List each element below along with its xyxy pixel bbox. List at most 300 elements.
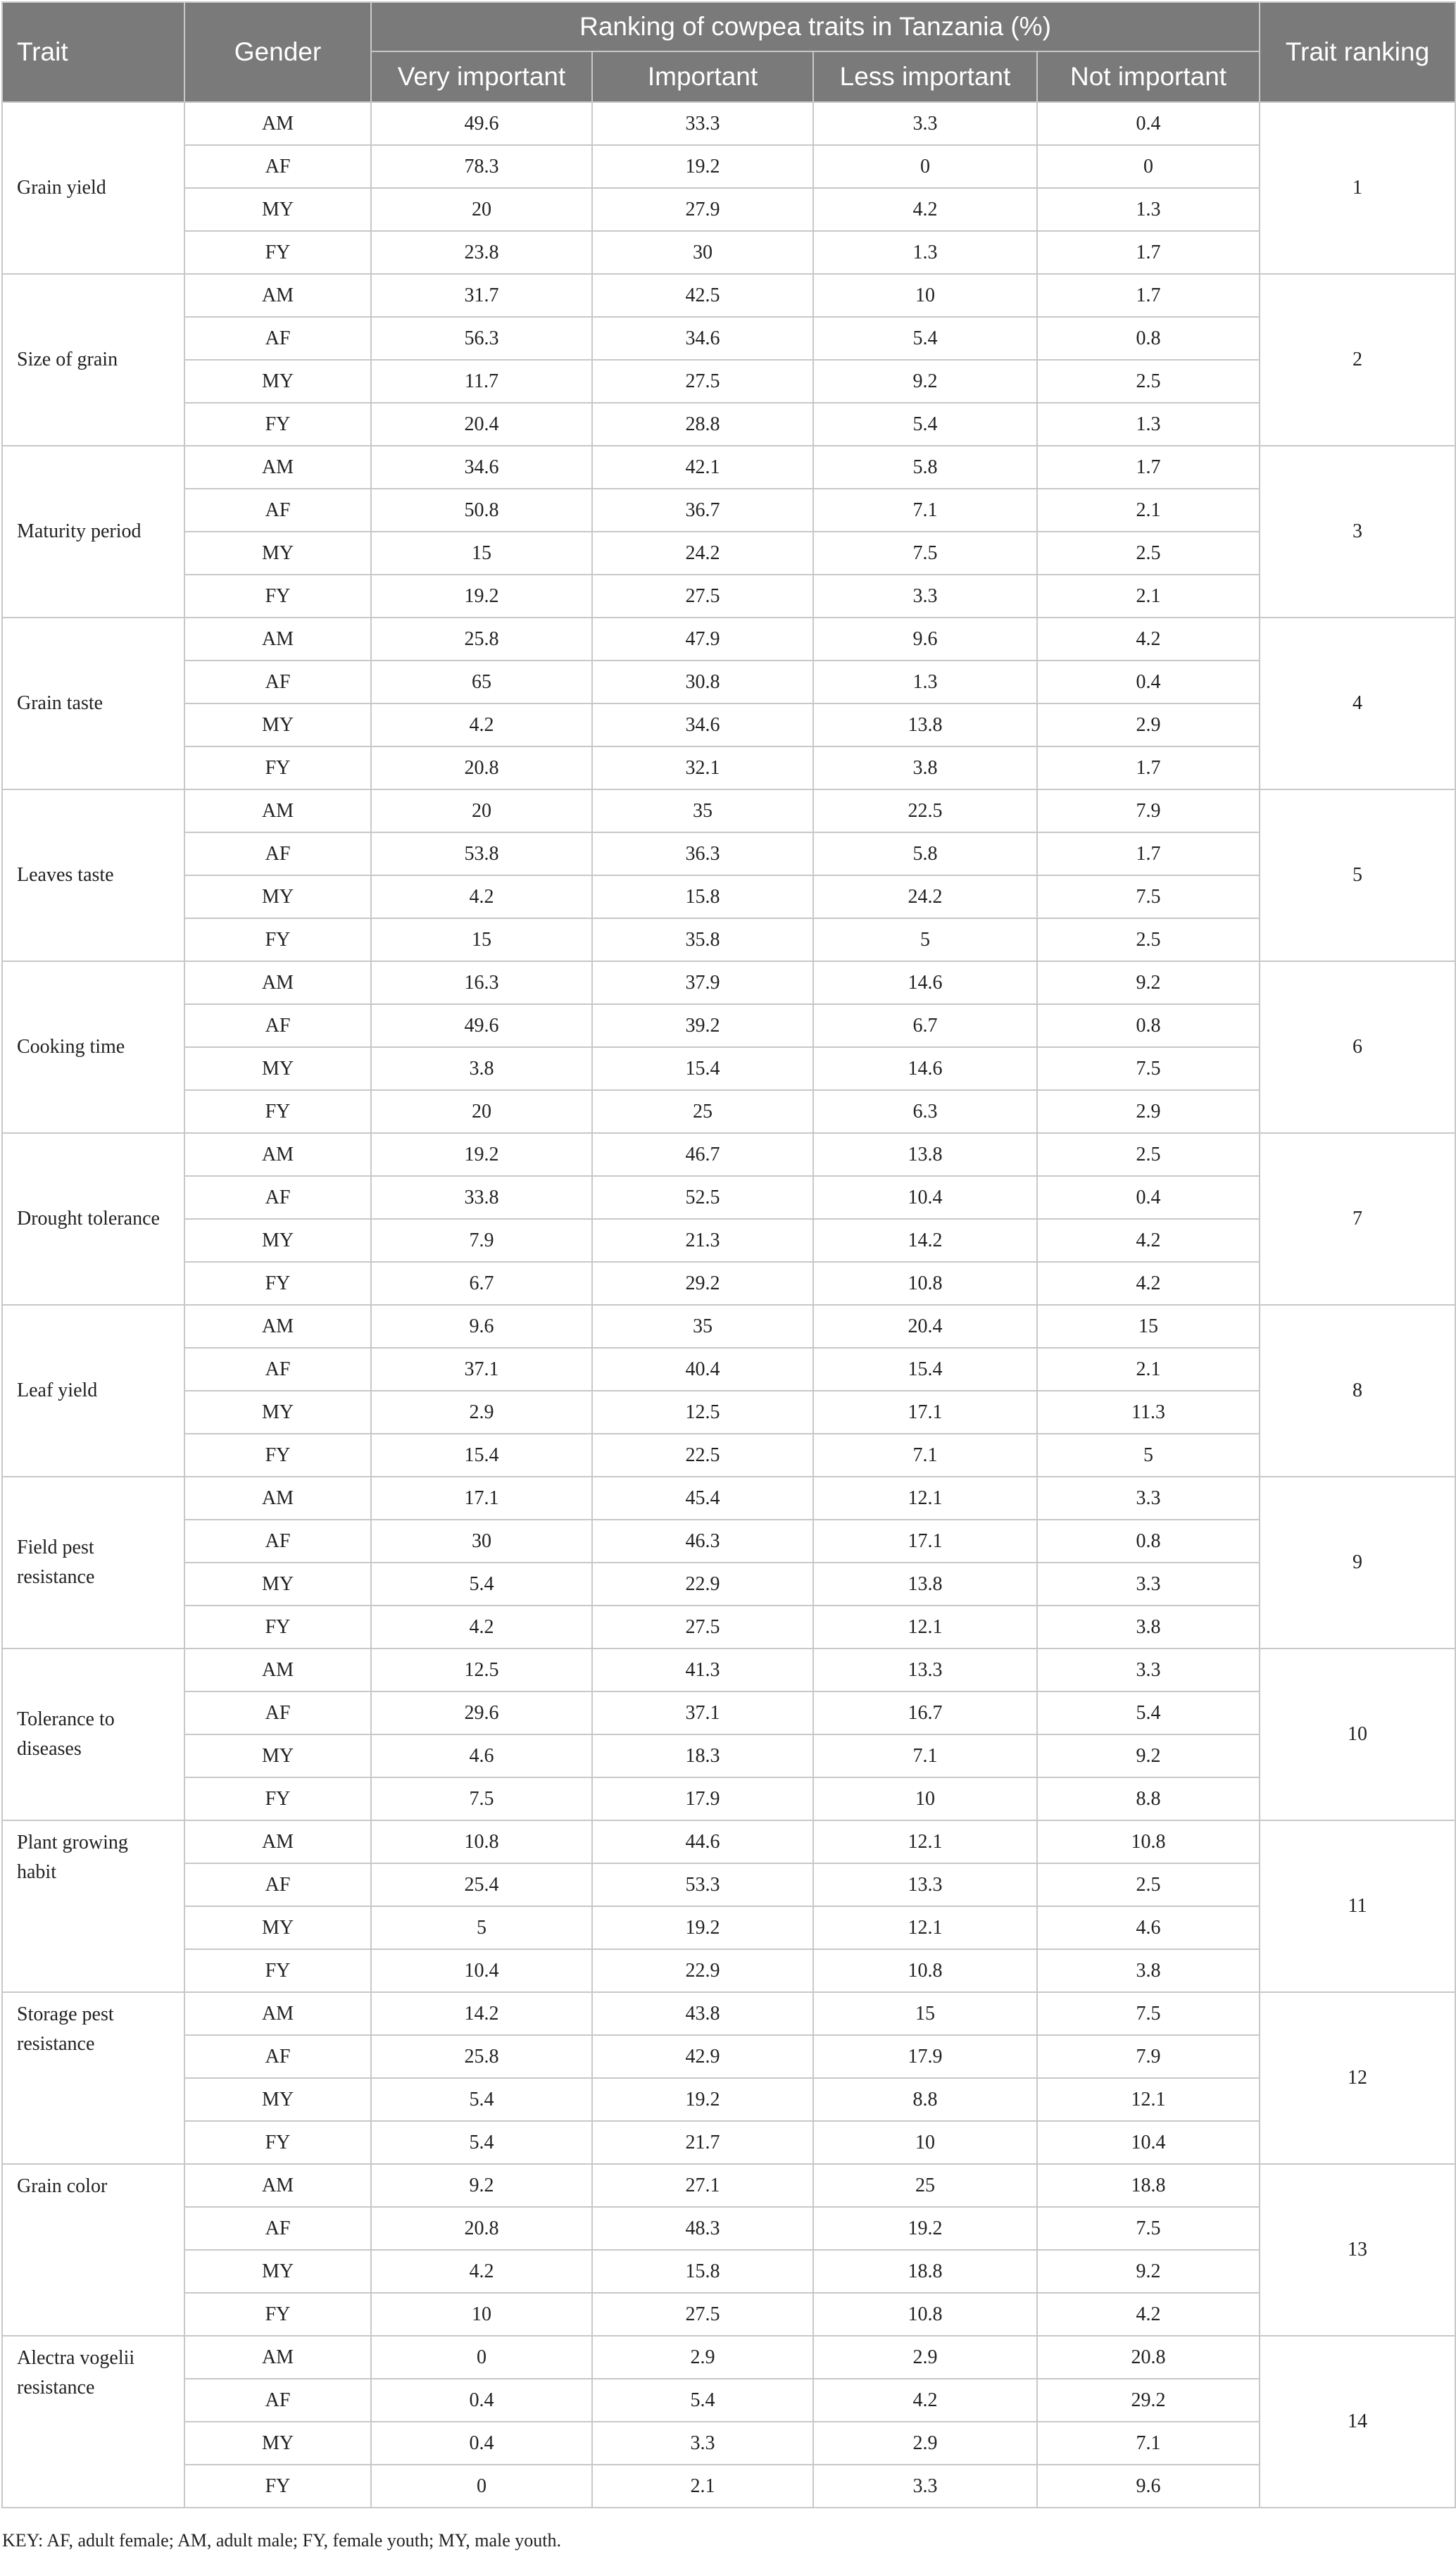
gender-cell: AM [184, 446, 371, 489]
table-row [2, 2379, 1455, 2422]
trait-name-cell: Leaf yield [2, 1305, 184, 1477]
gender-cell: MY [184, 1734, 371, 1777]
very-important-cell: 20.8 [371, 2207, 592, 2250]
important-cell: 30 [592, 231, 813, 274]
less-important-cell: 12.1 [813, 1820, 1037, 1863]
very-important-cell: 19.2 [371, 1133, 592, 1176]
less-important-cell: 10.8 [813, 2293, 1037, 2336]
not-important-cell: 3.3 [1037, 1563, 1260, 1606]
very-important-cell: 23.8 [371, 231, 592, 274]
header-important: Important [592, 51, 813, 102]
less-important-cell: 19.2 [813, 2207, 1037, 2250]
not-important-cell: 20.8 [1037, 2336, 1260, 2379]
gender-cell: MY [184, 360, 371, 403]
less-important-cell: 0 [813, 145, 1037, 188]
very-important-cell: 7.9 [371, 1219, 592, 1262]
table-row [2, 188, 1455, 231]
important-cell: 5.4 [592, 2379, 813, 2422]
important-cell: 15.4 [592, 1047, 813, 1090]
important-cell: 22.5 [592, 1434, 813, 1477]
important-cell: 12.5 [592, 1391, 813, 1434]
less-important-cell: 5.8 [813, 832, 1037, 875]
table-row [2, 1262, 1455, 1305]
gender-cell: AM [184, 2164, 371, 2207]
trait-ranking-cell: 14 [1260, 2336, 1455, 2508]
table-row [2, 918, 1455, 961]
not-important-cell: 0.4 [1037, 102, 1260, 145]
gender-cell: AM [184, 1820, 371, 1863]
important-cell: 21.3 [592, 1219, 813, 1262]
important-cell: 46.3 [592, 1520, 813, 1563]
very-important-cell: 15 [371, 918, 592, 961]
very-important-cell: 10 [371, 2293, 592, 2336]
gender-cell: FY [184, 575, 371, 618]
table-row [2, 1820, 1455, 1863]
important-cell: 3.3 [592, 2422, 813, 2465]
important-cell: 33.3 [592, 102, 813, 145]
table-row [2, 2250, 1455, 2293]
less-important-cell: 20.4 [813, 1305, 1037, 1348]
very-important-cell: 25.8 [371, 2035, 592, 2078]
important-cell: 19.2 [592, 2078, 813, 2121]
less-important-cell: 14.6 [813, 961, 1037, 1004]
important-cell: 22.9 [592, 1563, 813, 1606]
less-important-cell: 6.3 [813, 1090, 1037, 1133]
important-cell: 27.5 [592, 1606, 813, 1649]
very-important-cell: 3.8 [371, 1047, 592, 1090]
table-row [2, 832, 1455, 875]
table-row [2, 618, 1455, 661]
not-important-cell: 0.4 [1037, 1176, 1260, 1219]
very-important-cell: 20.4 [371, 403, 592, 446]
not-important-cell: 12.1 [1037, 2078, 1260, 2121]
very-important-cell: 0.4 [371, 2422, 592, 2465]
table-header [2, 2, 1455, 102]
very-important-cell: 25.8 [371, 618, 592, 661]
very-important-cell: 25.4 [371, 1863, 592, 1906]
table-row [2, 360, 1455, 403]
less-important-cell: 10.4 [813, 1176, 1037, 1219]
very-important-cell: 49.6 [371, 102, 592, 145]
trait-ranking-cell: 3 [1260, 446, 1455, 618]
header-gender: Gender [184, 2, 371, 102]
not-important-cell: 2.5 [1037, 918, 1260, 961]
important-cell: 29.2 [592, 1262, 813, 1305]
less-important-cell: 13.3 [813, 1863, 1037, 1906]
gender-cell: FY [184, 746, 371, 789]
not-important-cell: 2.1 [1037, 1348, 1260, 1391]
important-cell: 15.8 [592, 875, 813, 918]
table-row [2, 1906, 1455, 1949]
table-row [2, 274, 1455, 317]
important-cell: 19.2 [592, 145, 813, 188]
less-important-cell: 24.2 [813, 875, 1037, 918]
important-cell: 32.1 [592, 746, 813, 789]
not-important-cell: 3.8 [1037, 1949, 1260, 1992]
not-important-cell: 3.3 [1037, 1477, 1260, 1520]
gender-cell: FY [184, 2293, 371, 2336]
less-important-cell: 18.8 [813, 2250, 1037, 2293]
not-important-cell: 4.2 [1037, 618, 1260, 661]
not-important-cell: 2.9 [1037, 703, 1260, 746]
very-important-cell: 20.8 [371, 746, 592, 789]
table-row [2, 2465, 1455, 2508]
table-row [2, 789, 1455, 832]
important-cell: 30.8 [592, 661, 813, 703]
important-cell: 53.3 [592, 1863, 813, 1906]
table-row [2, 145, 1455, 188]
table-row [2, 403, 1455, 446]
table-row [2, 2422, 1455, 2465]
important-cell: 35 [592, 1305, 813, 1348]
not-important-cell: 7.9 [1037, 789, 1260, 832]
important-cell: 47.9 [592, 618, 813, 661]
table-row [2, 2078, 1455, 2121]
not-important-cell: 7.5 [1037, 875, 1260, 918]
table-row [2, 1606, 1455, 1649]
less-important-cell: 3.3 [813, 575, 1037, 618]
table-row [2, 1520, 1455, 1563]
table-row [2, 1133, 1455, 1176]
important-cell: 36.7 [592, 489, 813, 532]
table-row [2, 2336, 1455, 2379]
not-important-cell: 4.6 [1037, 1906, 1260, 1949]
table-row [2, 1863, 1455, 1906]
less-important-cell: 3.8 [813, 746, 1037, 789]
table-row [2, 1219, 1455, 1262]
gender-cell: AF [184, 2035, 371, 2078]
trait-name-cell: Grain color [2, 2164, 184, 2336]
important-cell: 44.6 [592, 1820, 813, 1863]
trait-ranking-cell: 4 [1260, 618, 1455, 789]
very-important-cell: 2.9 [371, 1391, 592, 1434]
gender-cell: AF [184, 1691, 371, 1734]
header-very-important: Very important [371, 51, 592, 102]
important-cell: 34.6 [592, 317, 813, 360]
gender-cell: MY [184, 532, 371, 575]
very-important-cell: 0.4 [371, 2379, 592, 2422]
table-row [2, 575, 1455, 618]
important-cell: 22.9 [592, 1949, 813, 1992]
very-important-cell: 65 [371, 661, 592, 703]
less-important-cell: 25 [813, 2164, 1037, 2207]
not-important-cell: 1.7 [1037, 274, 1260, 317]
less-important-cell: 15.4 [813, 1348, 1037, 1391]
gender-cell: MY [184, 1563, 371, 1606]
not-important-cell: 1.3 [1037, 403, 1260, 446]
less-important-cell: 8.8 [813, 2078, 1037, 2121]
gender-cell: FY [184, 1606, 371, 1649]
gender-cell: FY [184, 1262, 371, 1305]
important-cell: 24.2 [592, 532, 813, 575]
gender-cell: AM [184, 274, 371, 317]
trait-name-cell: Leaves taste [2, 789, 184, 961]
very-important-cell: 50.8 [371, 489, 592, 532]
less-important-cell: 12.1 [813, 1906, 1037, 1949]
very-important-cell: 10.8 [371, 1820, 592, 1863]
table-row [2, 2293, 1455, 2336]
less-important-cell: 12.1 [813, 1606, 1037, 1649]
less-important-cell: 13.3 [813, 1649, 1037, 1691]
gender-cell: AF [184, 661, 371, 703]
not-important-cell: 1.3 [1037, 188, 1260, 231]
not-important-cell: 2.5 [1037, 1133, 1260, 1176]
important-cell: 45.4 [592, 1477, 813, 1520]
very-important-cell: 4.2 [371, 875, 592, 918]
very-important-cell: 53.8 [371, 832, 592, 875]
table-row [2, 2035, 1455, 2078]
table-row [2, 2207, 1455, 2250]
less-important-cell: 9.2 [813, 360, 1037, 403]
table-row [2, 1477, 1455, 1520]
important-cell: 21.7 [592, 2121, 813, 2164]
gender-cell: MY [184, 2078, 371, 2121]
gender-cell: AF [184, 1520, 371, 1563]
less-important-cell: 17.1 [813, 1520, 1037, 1563]
not-important-cell: 10.4 [1037, 2121, 1260, 2164]
very-important-cell: 4.2 [371, 2250, 592, 2293]
not-important-cell: 1.7 [1037, 446, 1260, 489]
less-important-cell: 1.3 [813, 231, 1037, 274]
very-important-cell: 31.7 [371, 274, 592, 317]
trait-name-cell: Maturity period [2, 446, 184, 618]
header-less-important: Less important [813, 51, 1037, 102]
important-cell: 35 [592, 789, 813, 832]
gender-cell: MY [184, 2250, 371, 2293]
table-row [2, 1434, 1455, 1477]
trait-ranking-cell: 13 [1260, 2164, 1455, 2336]
less-important-cell: 5 [813, 918, 1037, 961]
important-cell: 39.2 [592, 1004, 813, 1047]
important-cell: 25 [592, 1090, 813, 1133]
less-important-cell: 3.3 [813, 2465, 1037, 2508]
table-row [2, 961, 1455, 1004]
not-important-cell: 2.1 [1037, 489, 1260, 532]
not-important-cell: 9.2 [1037, 1734, 1260, 1777]
gender-cell: AF [184, 2379, 371, 2422]
not-important-cell: 5.4 [1037, 1691, 1260, 1734]
not-important-cell: 1.7 [1037, 231, 1260, 274]
important-cell: 19.2 [592, 1906, 813, 1949]
table-row [2, 2164, 1455, 2207]
not-important-cell: 1.7 [1037, 832, 1260, 875]
not-important-cell: 1.7 [1037, 746, 1260, 789]
trait-name-cell: Storage pest resistance [2, 1992, 184, 2164]
very-important-cell: 5.4 [371, 2121, 592, 2164]
table-row [2, 1391, 1455, 1434]
very-important-cell: 33.8 [371, 1176, 592, 1219]
table-row [2, 1176, 1455, 1219]
table-row [2, 703, 1455, 746]
very-important-cell: 30 [371, 1520, 592, 1563]
trait-name-cell: Grain taste [2, 618, 184, 789]
table-row [2, 1734, 1455, 1777]
not-important-cell: 18.8 [1037, 2164, 1260, 2207]
less-important-cell: 10 [813, 1777, 1037, 1820]
table-row [2, 746, 1455, 789]
not-important-cell: 29.2 [1037, 2379, 1260, 2422]
gender-cell: FY [184, 403, 371, 446]
very-important-cell: 16.3 [371, 961, 592, 1004]
header-trait-ranking: Trait ranking [1260, 2, 1455, 102]
not-important-cell: 11.3 [1037, 1391, 1260, 1434]
gender-cell: MY [184, 703, 371, 746]
gender-cell: AM [184, 1992, 371, 2035]
not-important-cell: 2.5 [1037, 1863, 1260, 1906]
very-important-cell: 19.2 [371, 575, 592, 618]
less-important-cell: 7.5 [813, 532, 1037, 575]
trait-name-cell: Grain yield [2, 102, 184, 274]
important-cell: 48.3 [592, 2207, 813, 2250]
very-important-cell: 15 [371, 532, 592, 575]
trait-ranking-cell: 5 [1260, 789, 1455, 961]
not-important-cell: 4.2 [1037, 2293, 1260, 2336]
less-important-cell: 6.7 [813, 1004, 1037, 1047]
very-important-cell: 4.2 [371, 703, 592, 746]
important-cell: 37.9 [592, 961, 813, 1004]
cowpea-trait-ranking-table [1, 1, 1456, 2508]
very-important-cell: 14.2 [371, 1992, 592, 2035]
gender-cell: AF [184, 2207, 371, 2250]
gender-cell: FY [184, 1434, 371, 1477]
not-important-cell: 7.1 [1037, 2422, 1260, 2465]
less-important-cell: 17.1 [813, 1391, 1037, 1434]
trait-name-cell: Cooking time [2, 961, 184, 1133]
gender-cell: AF [184, 489, 371, 532]
very-important-cell: 5.4 [371, 1563, 592, 1606]
trait-ranking-cell: 8 [1260, 1305, 1455, 1477]
table-row [2, 1004, 1455, 1047]
gender-cell: MY [184, 1047, 371, 1090]
gender-cell: MY [184, 1219, 371, 1262]
trait-name-cell: Drought tolerance [2, 1133, 184, 1305]
not-important-cell: 2.5 [1037, 532, 1260, 575]
not-important-cell: 2.9 [1037, 1090, 1260, 1133]
gender-cell: AM [184, 789, 371, 832]
less-important-cell: 10.8 [813, 1949, 1037, 1992]
very-important-cell: 29.6 [371, 1691, 592, 1734]
gender-cell: AM [184, 2336, 371, 2379]
not-important-cell: 10.8 [1037, 1820, 1260, 1863]
table-row [2, 317, 1455, 360]
trait-name-cell: Size of grain [2, 274, 184, 446]
gender-cell: FY [184, 918, 371, 961]
not-important-cell: 2.5 [1037, 360, 1260, 403]
very-important-cell: 17.1 [371, 1477, 592, 1520]
header-not-important: Not important [1037, 51, 1260, 102]
table-row [2, 446, 1455, 489]
very-important-cell: 20 [371, 1090, 592, 1133]
less-important-cell: 14.6 [813, 1047, 1037, 1090]
very-important-cell: 56.3 [371, 317, 592, 360]
table-row [2, 532, 1455, 575]
trait-ranking-cell: 10 [1260, 1649, 1455, 1820]
table-row [2, 2121, 1455, 2164]
table-row [2, 1305, 1455, 1348]
not-important-cell: 0.8 [1037, 1520, 1260, 1563]
table-row [2, 1563, 1455, 1606]
very-important-cell: 0 [371, 2336, 592, 2379]
less-important-cell: 7.1 [813, 1734, 1037, 1777]
gender-cell: AF [184, 832, 371, 875]
important-cell: 36.3 [592, 832, 813, 875]
trait-ranking-cell: 6 [1260, 961, 1455, 1133]
gender-cell: AM [184, 1649, 371, 1691]
gender-cell: MY [184, 1391, 371, 1434]
not-important-cell: 8.8 [1037, 1777, 1260, 1820]
very-important-cell: 9.2 [371, 2164, 592, 2207]
gender-cell: AF [184, 1863, 371, 1906]
gender-cell: AF [184, 1004, 371, 1047]
important-cell: 40.4 [592, 1348, 813, 1391]
gender-cell: AF [184, 317, 371, 360]
less-important-cell: 4.2 [813, 2379, 1037, 2422]
very-important-cell: 78.3 [371, 145, 592, 188]
less-important-cell: 9.6 [813, 618, 1037, 661]
important-cell: 28.8 [592, 403, 813, 446]
table-row [2, 1047, 1455, 1090]
less-important-cell: 16.7 [813, 1691, 1037, 1734]
gender-cell: AF [184, 145, 371, 188]
less-important-cell: 2.9 [813, 2422, 1037, 2465]
trait-name-cell: Tolerance to diseases [2, 1649, 184, 1820]
not-important-cell: 3.3 [1037, 1649, 1260, 1691]
important-cell: 34.6 [592, 703, 813, 746]
less-important-cell: 5.4 [813, 317, 1037, 360]
important-cell: 17.9 [592, 1777, 813, 1820]
important-cell: 27.1 [592, 2164, 813, 2207]
not-important-cell: 7.5 [1037, 1992, 1260, 2035]
less-important-cell: 13.8 [813, 1563, 1037, 1606]
gender-cell: FY [184, 1949, 371, 1992]
less-important-cell: 12.1 [813, 1477, 1037, 1520]
important-cell: 27.9 [592, 188, 813, 231]
gender-cell: AM [184, 618, 371, 661]
not-important-cell: 7.5 [1037, 2207, 1260, 2250]
gender-cell: AF [184, 1176, 371, 1219]
very-important-cell: 7.5 [371, 1777, 592, 1820]
trait-ranking-cell: 9 [1260, 1477, 1455, 1649]
less-important-cell: 14.2 [813, 1219, 1037, 1262]
very-important-cell: 15.4 [371, 1434, 592, 1477]
gender-cell: AM [184, 1133, 371, 1176]
very-important-cell: 20 [371, 188, 592, 231]
important-cell: 35.8 [592, 918, 813, 961]
gender-cell: FY [184, 1090, 371, 1133]
very-important-cell: 34.6 [371, 446, 592, 489]
less-important-cell: 5.4 [813, 403, 1037, 446]
very-important-cell: 37.1 [371, 1348, 592, 1391]
very-important-cell: 20 [371, 789, 592, 832]
trait-name-cell: Field pest resistance [2, 1477, 184, 1649]
gender-cell: AM [184, 961, 371, 1004]
less-important-cell: 13.8 [813, 1133, 1037, 1176]
important-cell: 37.1 [592, 1691, 813, 1734]
not-important-cell: 2.1 [1037, 575, 1260, 618]
less-important-cell: 4.2 [813, 188, 1037, 231]
not-important-cell: 3.8 [1037, 1606, 1260, 1649]
table-row [2, 1949, 1455, 1992]
gender-cell: MY [184, 2422, 371, 2465]
important-cell: 18.3 [592, 1734, 813, 1777]
important-cell: 43.8 [592, 1992, 813, 2035]
not-important-cell: 4.2 [1037, 1262, 1260, 1305]
less-important-cell: 2.9 [813, 2336, 1037, 2379]
gender-cell: FY [184, 1777, 371, 1820]
less-important-cell: 1.3 [813, 661, 1037, 703]
trait-ranking-cell: 7 [1260, 1133, 1455, 1305]
important-cell: 42.9 [592, 2035, 813, 2078]
